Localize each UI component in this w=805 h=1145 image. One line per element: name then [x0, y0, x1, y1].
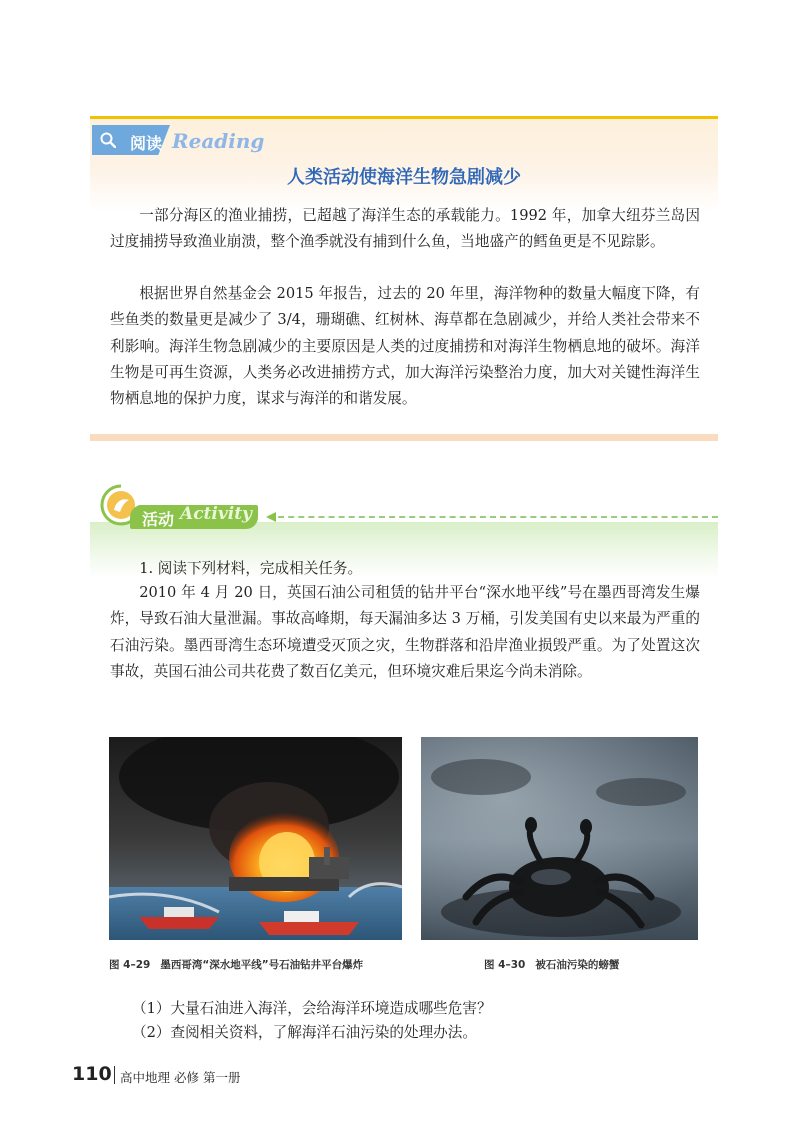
activity-dashed-line [268, 516, 718, 518]
activity-task: 1. 阅读下列材料，完成相关任务。 [139, 560, 363, 577]
figure-caption-2 [484, 957, 619, 972]
oil-rig-explosion-photo [109, 737, 402, 940]
activity-material: 2010 年 4 月 20 日，英国石油公司租赁的钻井平台“深水地平线”号在墨西哥湾发生爆炸，导致石油大量泄漏。事故高峰期，每天漏油多达 3 万桶，引发美国有史以来最为严重的石油污染。墨西哥湾生态环境遭受灭顶之灾，生物群落和沿岸渔业损毁严重。为了处置这次事故，英国石油公司共花费了数百亿美元，但环境灾难后果迄今尚未消除。 [110, 584, 700, 680]
book-title: 高中地理 必修 第一册 [120, 1070, 241, 1085]
figure-number-2: 图 4–30 [484, 959, 526, 971]
oiled-crab-photo [421, 737, 698, 940]
figure-text-2: 被石油污染的螃蟹 [535, 959, 620, 971]
figure-number-1: 图 4–29 [109, 959, 151, 971]
figure-text-1: 墨西哥湾“深水地平线”号石油钻井平台爆炸 [160, 959, 364, 971]
activity-label-en: Activity [180, 504, 252, 524]
page-number: 110 [72, 1063, 112, 1085]
reading-title: 人类活动使海洋生物急剧减少 [287, 167, 521, 188]
reading-paragraph-2: 根据世界自然基金会 2015 年报告，过去的 20 年里，海洋物种的数量大幅度下降，有些鱼类的数量更是减少了 3/4，珊瑚礁、红树林、海草都在急剧减少，并给人类社会带来不利影响。海洋生物急剧减少的主要原因是人类的过度捕捞和对海洋生物栖息地的破坏。海洋生物是可再生资源，人类务必改进捕捞方式，加大海洋污染整治力度，加大对关键性海洋生物栖息地的保护力度，谋求与海洋的和谐发展。 [110, 285, 700, 408]
footer-divider [114, 1066, 115, 1084]
activity-label: 活动 [142, 510, 175, 529]
magnifier-icon [100, 132, 116, 148]
question-2: （2）查阅相关资料，了解海洋石油污染的处理办法。 [132, 1024, 477, 1041]
figure-caption-1 [109, 957, 363, 972]
reading-label: 阅读 [130, 134, 163, 153]
reading-bottom-rule [90, 434, 718, 441]
question-1: （1）大量石油进入海洋，会给海洋环境造成哪些危害？ [132, 1000, 492, 1017]
reading-paragraph-1: 一部分海区的渔业捕捞，已超越了海洋生态的承载能力。1992 年，加拿大纽芬兰岛因过度捕捞导致渔业崩溃，整个渔季就没有捕到什么鱼，当地盛产的鳕鱼更是不见踪影。 [110, 207, 700, 251]
arrow-left-icon [266, 512, 276, 522]
reading-label-en: Reading [172, 129, 265, 153]
